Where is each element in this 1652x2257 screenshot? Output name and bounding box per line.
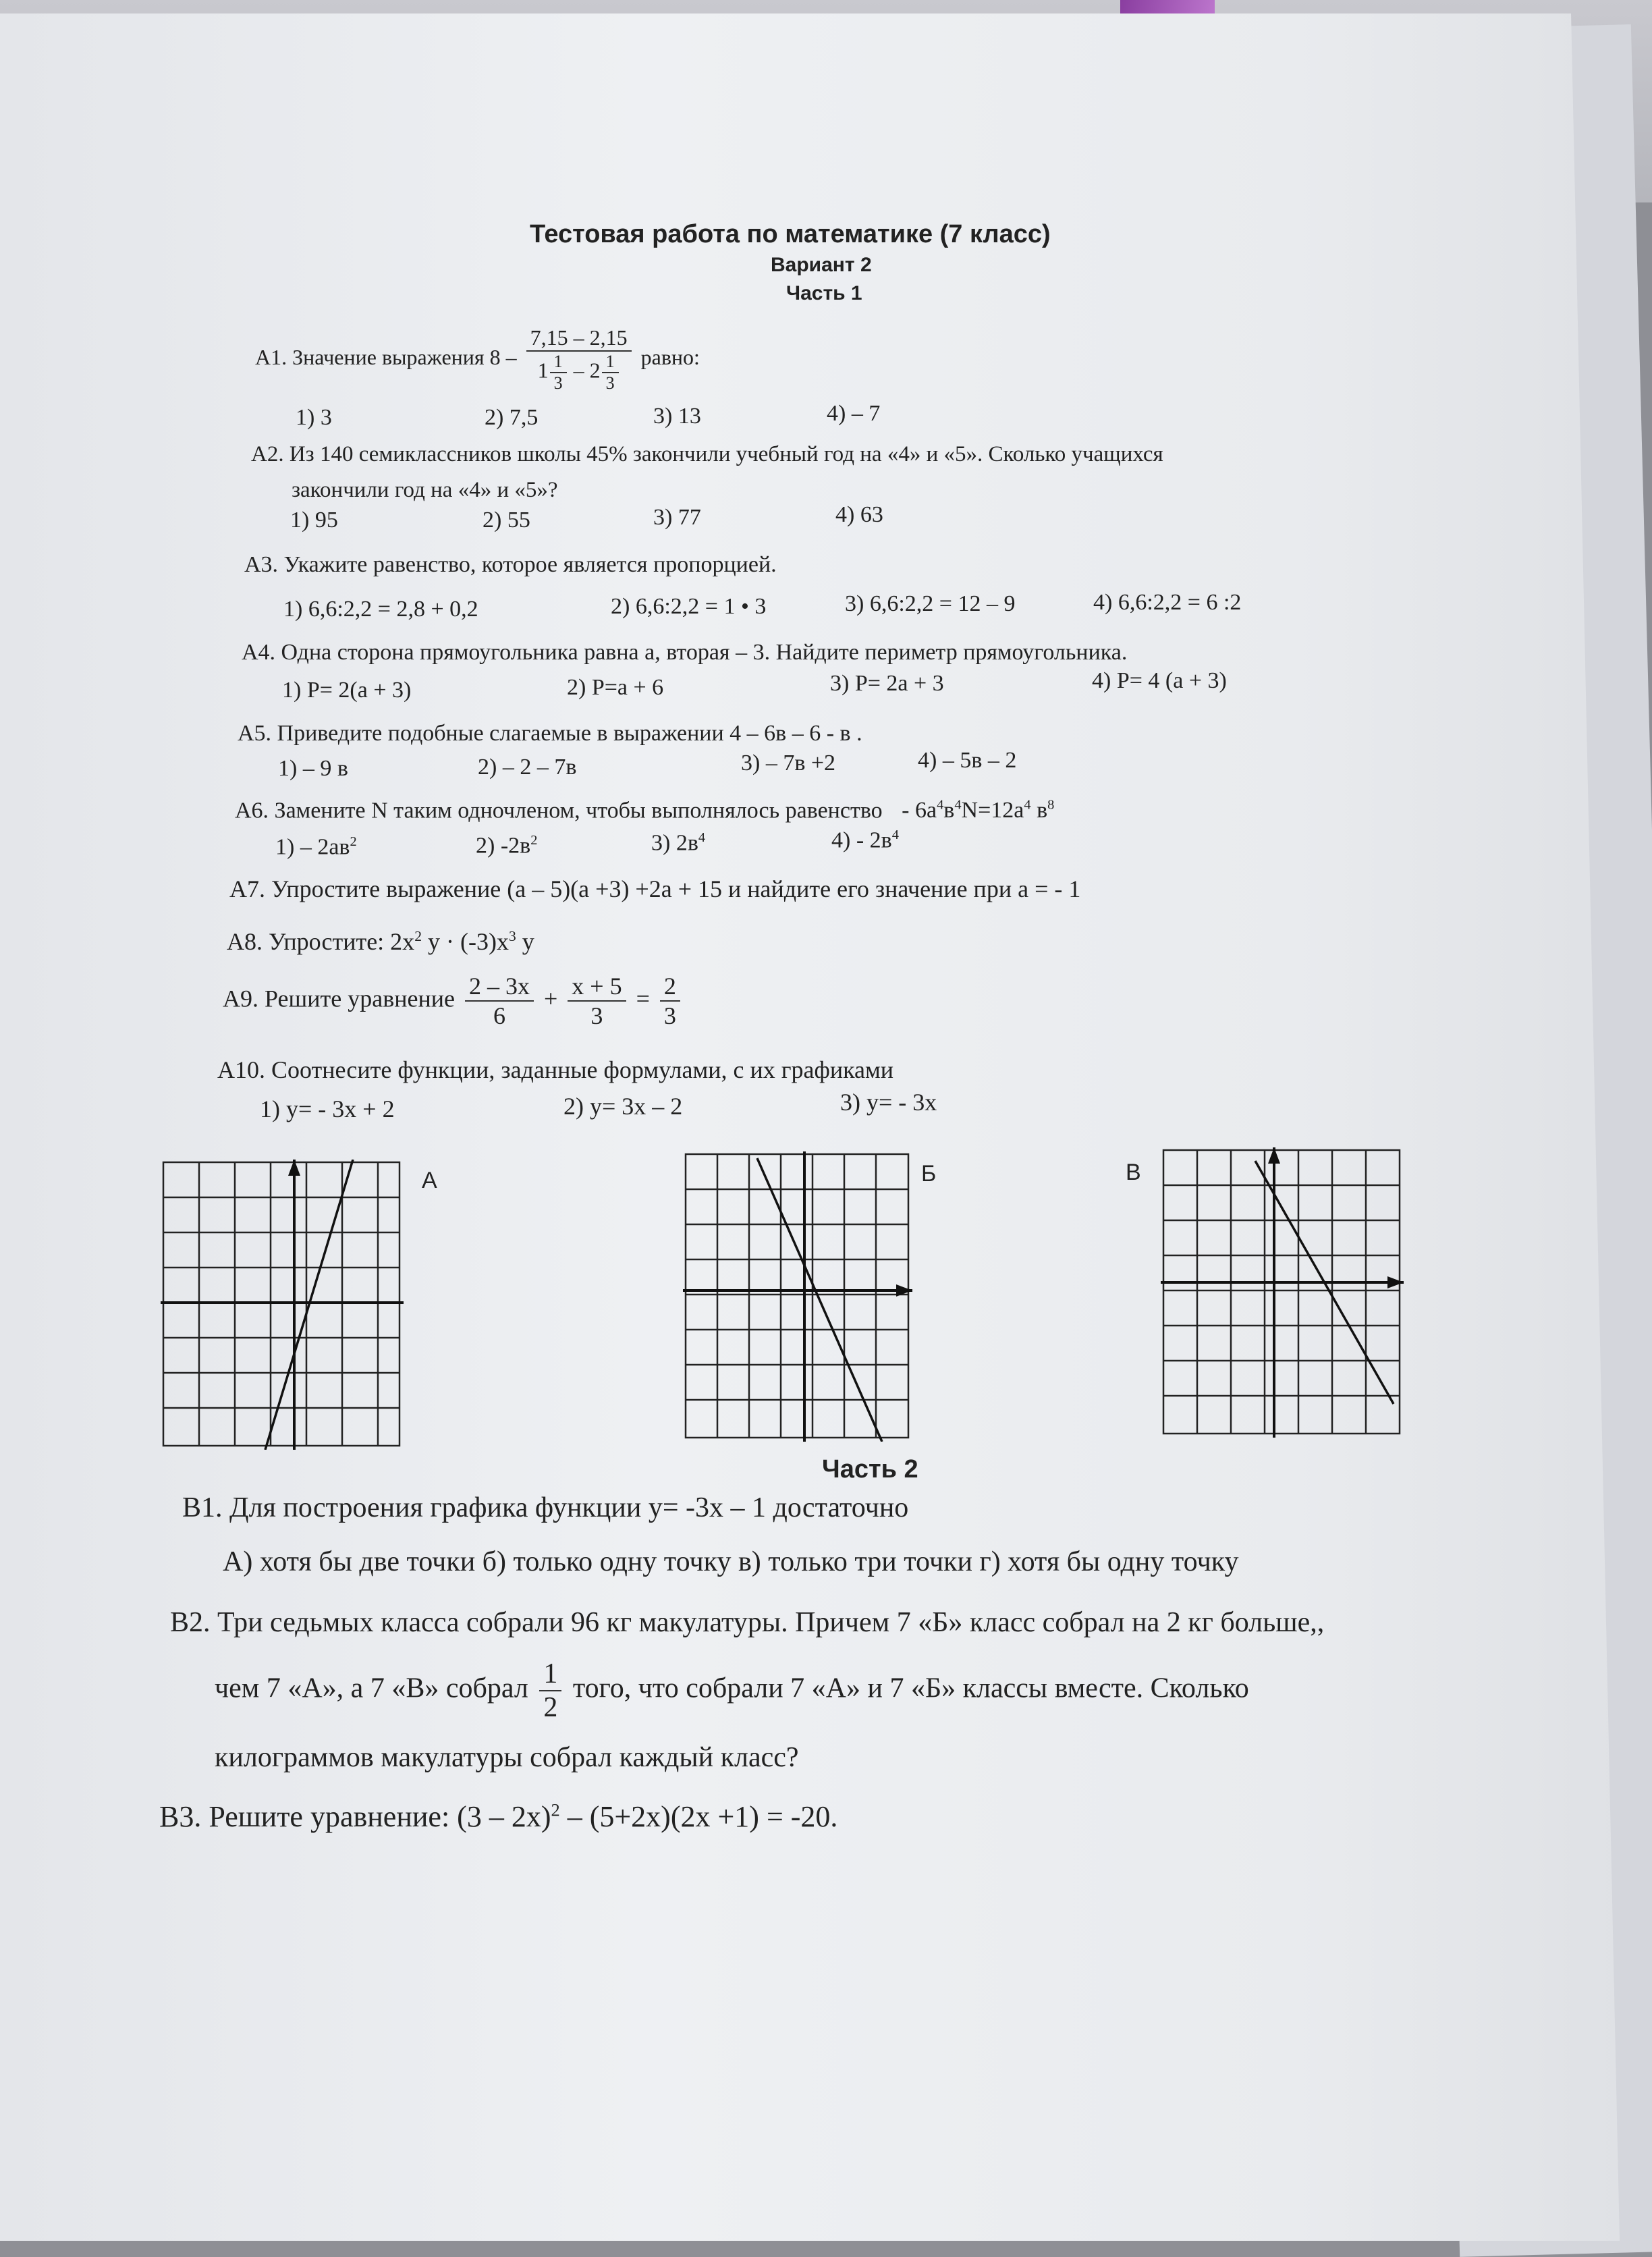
- a1-den-frac-1-d: 3: [553, 373, 563, 393]
- a4-option-2: 2) Р=а + 6: [567, 675, 664, 700]
- b3-pre: В3. Решите уравнение: (3 – 2х): [159, 1800, 551, 1833]
- question-a8: [227, 927, 534, 956]
- a5-option-4: 4) – 5в – 2: [918, 748, 1017, 773]
- a6-option-1: [275, 834, 357, 860]
- b3-pow: 2: [551, 1799, 560, 1820]
- question-a4: А4. Одна сторона прямоугольника равна а, вторая – 3. Найдите периметр прямоугольника.: [242, 640, 1128, 665]
- a4-option-1: 1) Р= 2(а + 3): [282, 678, 412, 703]
- doc-title: Тестовая работа по математике (7 класс): [530, 220, 1051, 248]
- a6-text: А6. Замените N таким одночленом, чтобы выполнялось равенство: [235, 798, 883, 823]
- a6-option-4: [831, 827, 899, 853]
- a10-option-1: 1) у= - 3х + 2: [260, 1095, 395, 1122]
- b1-options: А) хотя бы две точки б) только одну точку в) только три точки г) хотя бы одну точку: [223, 1546, 1239, 1577]
- a3-option-2: 2) 6,6:2,2 = 1 • 3: [611, 594, 767, 619]
- a8-mid: у · (-3)х: [421, 928, 509, 955]
- a8-pow-1: 2: [414, 928, 422, 944]
- a1-option-1: 1) 3: [296, 405, 332, 430]
- a10-option-2: 2) у= 3х – 2: [563, 1093, 683, 1120]
- b2-line2-b: того, что собрали 7 «А» и 7 «Б» классы вместе. Сколько: [572, 1673, 1249, 1704]
- a6-opt1-pow: 2: [350, 834, 357, 849]
- a1-den-minus: – 2: [573, 358, 601, 383]
- a6-opt2-text: 2) -2в: [476, 833, 531, 859]
- a9-fraction-2: [568, 972, 626, 1030]
- a9-f2-num: х + 5: [568, 972, 626, 1002]
- graph-v-arrow-icon: [1387, 1276, 1404, 1288]
- a1-den-whole-1: 1: [537, 358, 549, 383]
- b3-post: – (5+2х)(2х +1) = -20.: [559, 1800, 838, 1833]
- a6-option-2: [476, 833, 537, 859]
- a2-option-4: 4) 63: [835, 502, 883, 527]
- a6-opt4-pow: 4: [891, 827, 899, 842]
- a1-den-frac-1-n: 1: [550, 352, 567, 373]
- a8-pre: А8. Упростите: 2х: [227, 928, 415, 955]
- a5-option-2: 2) – 2 – 7в: [478, 755, 577, 780]
- a9-f3-den: 3: [663, 1002, 676, 1029]
- a6-eq-part-a: - 6а: [902, 798, 937, 823]
- graph-a: [161, 1160, 404, 1450]
- a9-fraction-3: [660, 972, 680, 1030]
- b2-fraction: [539, 1658, 561, 1724]
- a1-option-2: 2) 7,5: [485, 405, 539, 430]
- a6-eq-part-b: в: [943, 798, 955, 823]
- a2-option-2: 2) 55: [483, 508, 530, 533]
- question-b2-line3: килограммов макулатуры собрал каждый класс?: [215, 1742, 799, 1773]
- a9-f1-num: 2 – 3х: [465, 972, 534, 1002]
- a2-option-1: 1) 95: [290, 508, 338, 533]
- a6-eq-part-d: в: [1030, 798, 1048, 823]
- question-b2-line2: [215, 1658, 1249, 1724]
- a3-option-3: 3) 6,6:2,2 = 12 – 9: [845, 591, 1016, 616]
- a1-label: А1. Значение выражения 8 –: [255, 344, 517, 369]
- a9-fraction-1: [465, 972, 534, 1030]
- question-b3: [159, 1799, 837, 1834]
- graph-b: [683, 1151, 912, 1442]
- b2-frac-num: 1: [539, 1658, 561, 1691]
- graph-a-line: [265, 1160, 353, 1450]
- part1-label: Часть 1: [786, 282, 862, 304]
- a2-option-3: 3) 77: [653, 505, 701, 530]
- a6-eq-pow-c: 4: [1024, 798, 1031, 813]
- variant-label: Вариант 2: [771, 254, 872, 276]
- a3-option-1: 1) 6,6:2,2 = 2,8 + 0,2: [283, 597, 478, 622]
- question-b1: В1. Для построения графика функции у= -3х – 1 достаточно: [182, 1492, 909, 1523]
- a1-den-frac-2-d: 3: [605, 373, 615, 393]
- a1-den-frac-1: [550, 352, 567, 393]
- graph-v: [1161, 1147, 1404, 1438]
- a1-tail: равно:: [640, 344, 700, 369]
- question-a3: А3. Укажите равенство, которое является пропорцией.: [244, 552, 777, 577]
- a6-opt4-text: 4) - 2в: [831, 827, 892, 853]
- a4-option-3: 3) Р= 2а + 3: [830, 671, 944, 696]
- question-a7: А7. Упростите выражение (а – 5)(а +3) +2а + 15 и найдите его значение при а = - 1: [229, 875, 1081, 902]
- a6-eq-pow-a: 4: [937, 798, 944, 813]
- a6-equation: [902, 798, 1054, 823]
- part2-label: Часть 2: [822, 1455, 918, 1484]
- a6-opt3-text: 3) 2в: [651, 830, 698, 856]
- a5-option-1: 1) – 9 в: [278, 756, 348, 781]
- question-a5: А5. Приведите подобные слагаемые в выражении 4 – 6в – 6 - в .: [238, 721, 862, 746]
- a6-opt1-text: 1) – 2ав: [275, 834, 350, 860]
- a5-option-3: 3) – 7в +2: [741, 751, 836, 776]
- a1-den-frac-2-n: 1: [602, 352, 619, 373]
- a6-eq-pow-d: 8: [1047, 798, 1055, 813]
- a1-numerator: 7,15 – 2,15: [526, 325, 632, 352]
- question-a6: [235, 798, 1054, 823]
- graph-a-label: А: [422, 1168, 437, 1193]
- graph-b-label: Б: [921, 1161, 937, 1187]
- a3-option-4: 4) 6,6:2,2 = 6 :2: [1093, 590, 1242, 615]
- a1-option-3: 3) 13: [653, 404, 701, 429]
- a6-eq-pow-b: 4: [954, 798, 962, 813]
- question-a1: [255, 325, 700, 393]
- a9-f3-num: 2: [660, 972, 680, 1002]
- b2-frac-den: 2: [543, 1692, 558, 1723]
- a9-f1-den: 6: [493, 1002, 505, 1029]
- question-a9: [223, 972, 684, 1030]
- a10-option-3: 3) у= - 3х: [840, 1089, 937, 1116]
- b2-line2-a: чем 7 «А», а 7 «В» собрал: [215, 1673, 528, 1704]
- a6-option-3: [651, 830, 705, 856]
- question-a2-line2: закончили год на «4» и «5»?: [292, 478, 558, 502]
- a6-eq-part-c: N=12а: [961, 798, 1024, 823]
- graph-v-label: В: [1126, 1160, 1141, 1185]
- a1-fraction: [526, 325, 632, 393]
- a9-plus: +: [543, 985, 558, 1012]
- a9-equals: =: [636, 985, 650, 1012]
- question-a2-line1: А2. Из 140 семиклассников школы 45% закончили учебный год на «4» и «5». Сколько учащихся: [251, 442, 1163, 466]
- a9-f2-den: 3: [590, 1002, 603, 1029]
- a6-opt2-pow: 2: [530, 833, 538, 848]
- a8-post: у: [516, 928, 534, 955]
- a8-pow-2: 3: [508, 928, 516, 944]
- a6-opt3-pow: 4: [698, 830, 706, 845]
- a4-option-4: 4) Р= 4 (а + 3): [1092, 668, 1227, 693]
- a9-label: А9. Решите уравнение: [223, 985, 455, 1012]
- a1-den-frac-2: [602, 352, 619, 393]
- question-b2-line1: В2. Три седьмых класса собрали 96 кг макулатуры. Причем 7 «Б» класс собрал на 2 кг больше,,: [170, 1607, 1325, 1638]
- a1-option-4: 4) – 7: [827, 401, 881, 426]
- question-a10: А10. Соотнесите функции, заданные формулами, с их графиками: [217, 1056, 894, 1083]
- a1-denominator: [526, 352, 632, 393]
